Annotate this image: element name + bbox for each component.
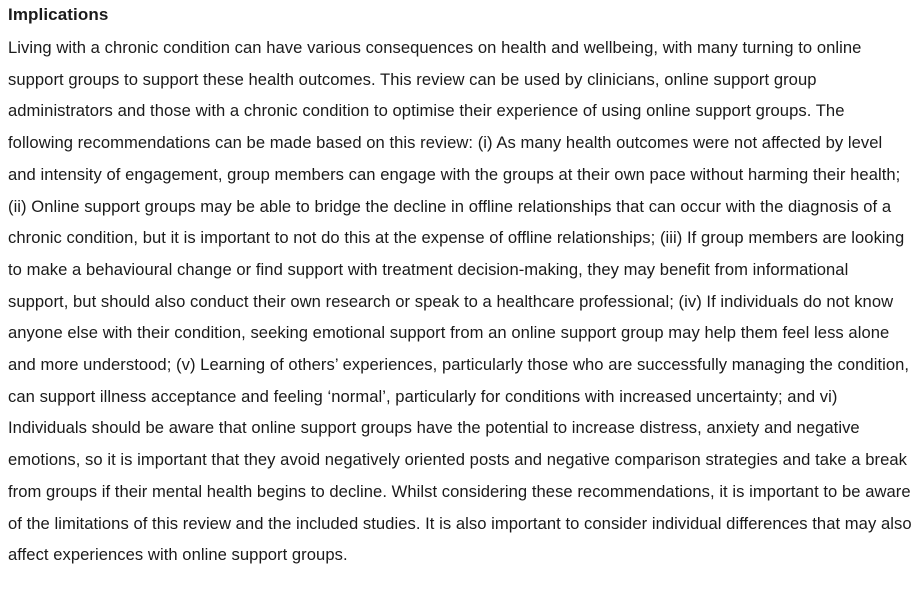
section-heading: Implications (8, 5, 109, 24)
section-paragraph: Living with a chronic condition can have various consequences on health and wellbeing, with many turning to online support groups to support these health outcomes. This review can be used by clinicians, online support group administrators and those with a chronic condition to optimise their experience of using online support groups. The following recommendations can be made based on this review: (i) As many health outcomes were not affected by level and intensity of engagement, group members can engage with the groups at their own pace without harming their health; (ii) Online support groups may be able to bridge the decline in offline relationships that can occur with the diagnosis of a chronic condition, but it is important to not do this at the expense of offline relationships; (iii) If group members are looking to make a behavioural change or find support with treatment decision-making, they may benefit from informational support, but should also conduct their own research or speak to a healthcare professional; (iv) If individuals do not know anyone else with their condition, seeking emotional support from an online support group may help them feel less alone and more understood; (v) Learning of others’ experiences, particularly those who are successfully managing the condition, can support illness acceptance and feeling ‘normal’, particularly for conditions with increased uncertainty; and vi) Individuals should be aware that online support groups have the potential to increase distress, anxiety and negative emotions, so it is important that they avoid negatively oriented posts and negative comparison strategies and take a break from groups if their mental health begins to decline. Whilst considering these recommendations, it is important to be aware of the limitations of this review and the included studies. It is also important to consider individual differences that may also affect experiences with online support groups. (8, 38, 912, 565)
